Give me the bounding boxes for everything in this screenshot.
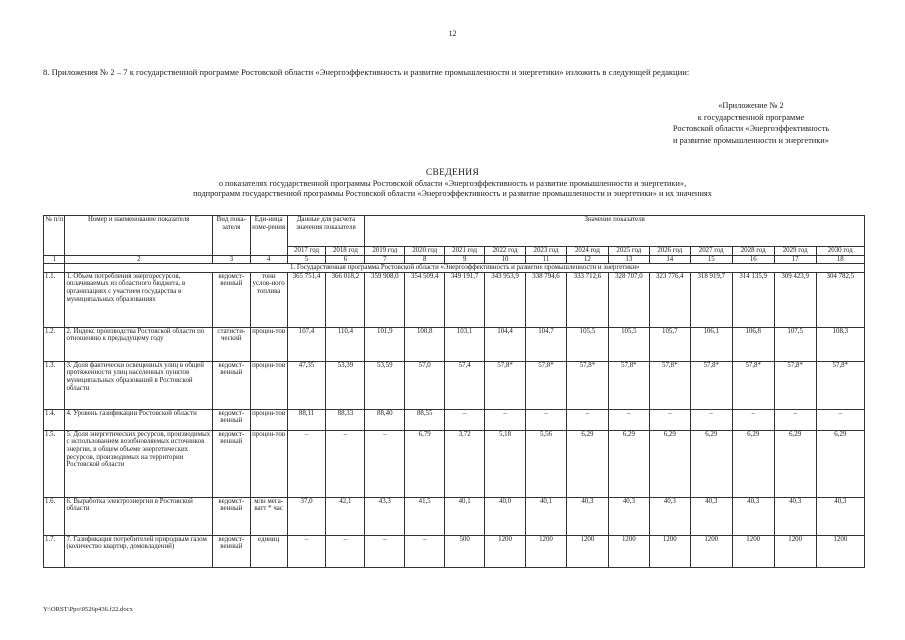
value-cell: 3,72 — [445, 430, 485, 497]
table-row — [44, 272, 865, 327]
value-cell: 57,8* — [526, 361, 567, 409]
value-cell: – — [526, 409, 567, 430]
value-cell: – — [405, 535, 445, 567]
indicator-name: 3. Доля фактически освещенных улиц в общей протяженности улиц населенных пунктов муниципальных образований в Ростовской области — [65, 361, 212, 409]
value-cell: 6,29 — [649, 430, 690, 497]
value-cell: 40,3 — [608, 497, 649, 535]
value-cell: – — [649, 409, 690, 430]
value-cell: 106,1 — [690, 327, 732, 361]
value-cell: 5,18 — [485, 430, 526, 497]
indicator-name: 5. Доля энергетических ресурсов, производимых с использованием возобновляемых источников энергии, в общем объеме энергетических ресурсов, производимых на территории Ростовской области — [65, 430, 212, 497]
value-cell: 57,8* — [485, 361, 526, 409]
value-cell: 57,8* — [649, 361, 690, 409]
value-cell: 354 509,4 — [405, 272, 445, 327]
year-header: 2018 год — [326, 247, 365, 256]
year-header: 2025 год — [608, 247, 649, 256]
indicator-kind: ведомст-венный — [212, 497, 250, 535]
indicator-unit: процен-тов — [250, 361, 287, 409]
section-row — [44, 264, 865, 273]
value-cell: 6,79 — [405, 430, 445, 497]
section-title: 1. Государственная программа Ростовской области «Энергоэффективность и развитие промышленности и энергетики» — [65, 264, 865, 273]
value-cell: 314 135,9 — [732, 272, 774, 327]
value-cell: 304 782,5 — [816, 272, 864, 327]
value-cell: 40,0 — [485, 497, 526, 535]
indicator-name: 4. Уровень газификации Ростовской области — [65, 409, 212, 430]
value-cell: – — [445, 409, 485, 430]
value-cell: 1200 — [774, 535, 816, 567]
appendix-line: и развитие промышленности и энергетики» — [673, 135, 829, 145]
value-cell: 349 191,7 — [445, 272, 485, 327]
value-cell: 333 712,6 — [566, 272, 608, 327]
value-cell: 57,8* — [774, 361, 816, 409]
indicator-unit: единиц — [250, 535, 287, 567]
indicator-unit: млн мега-ватт * час — [250, 497, 287, 535]
header-name: Номер и наименование показателя — [65, 216, 212, 256]
value-cell: 500 — [445, 535, 485, 567]
value-cell: 37,0 — [287, 497, 326, 535]
value-cell: – — [774, 409, 816, 430]
indicators-table-container — [43, 215, 865, 568]
column-number: 16 — [732, 255, 774, 264]
value-cell: 108,3 — [816, 327, 864, 361]
row-number: 1.2. — [44, 327, 65, 361]
value-cell: 105,5 — [608, 327, 649, 361]
value-cell: 47,35 — [287, 361, 326, 409]
value-cell: 40,1 — [526, 497, 567, 535]
row-number: 1.6. — [44, 497, 65, 535]
column-number: 17 — [774, 255, 816, 264]
column-number: 1 — [44, 255, 65, 264]
value-cell: 1200 — [526, 535, 567, 567]
column-number: 9 — [445, 255, 485, 264]
value-cell: 57,8* — [690, 361, 732, 409]
value-cell: – — [326, 535, 365, 567]
appendix-line: «Приложение № 2 — [718, 101, 784, 110]
value-cell: 101,9 — [365, 327, 405, 361]
value-cell: 318 919,7 — [690, 272, 732, 327]
value-cell: 366 018,2 — [326, 272, 365, 327]
title-main: СВЕДЕНИЯ — [425, 168, 480, 178]
value-cell: 57,0 — [405, 361, 445, 409]
section-spacer — [44, 264, 65, 273]
value-cell: – — [485, 409, 526, 430]
value-cell: 40,3 — [774, 497, 816, 535]
column-number: 12 — [566, 255, 608, 264]
value-cell: 343 953,9 — [485, 272, 526, 327]
column-number: 10 — [485, 255, 526, 264]
column-number: 2 — [65, 255, 212, 264]
table-row — [44, 409, 865, 430]
value-cell: 110,4 — [326, 327, 365, 361]
year-header: 2027 год — [690, 247, 732, 256]
row-number: 1.1. — [44, 272, 65, 327]
indicator-kind: ведомст-венный — [212, 361, 250, 409]
value-cell: 365 751,4 — [287, 272, 326, 327]
column-number: 13 — [608, 255, 649, 264]
value-cell: 43,3 — [365, 497, 405, 535]
value-cell: 328 707,0 — [608, 272, 649, 327]
column-number: 7 — [365, 255, 405, 264]
table-row — [44, 430, 865, 497]
value-cell: – — [816, 409, 864, 430]
value-cell: 6,29 — [690, 430, 732, 497]
title-line: о показателях государственной программы Ростовской области «Энергоэффективность и развитие промышленности и энергетики», — [218, 178, 687, 188]
value-cell: 88,33 — [326, 409, 365, 430]
column-number: 15 — [690, 255, 732, 264]
year-header: 2030 год — [816, 247, 864, 256]
year-header: 2019 год — [365, 247, 405, 256]
year-header: 2024 год — [566, 247, 608, 256]
value-cell: 107,4 — [287, 327, 326, 361]
value-cell: 40,3 — [816, 497, 864, 535]
value-cell: 40,3 — [732, 497, 774, 535]
column-number: 4 — [250, 255, 287, 264]
column-number: 14 — [649, 255, 690, 264]
column-number: 11 — [526, 255, 567, 264]
appendix-line: к государственной программе — [697, 112, 805, 122]
value-cell: 88,11 — [287, 409, 326, 430]
title-line: подпрограмм государственной программы Ростовской области «Энергоэффективность и развитие промышленности и энергетики» и их значениях — [193, 189, 712, 198]
table-body — [44, 255, 865, 567]
document-title — [0, 168, 905, 200]
value-cell: 6,29 — [816, 430, 864, 497]
value-cell: 1200 — [732, 535, 774, 567]
indicator-name: 7. Газификация потребителей природным газом (количество квартир, домовладений) — [65, 535, 212, 567]
intro-paragraph: 8. Приложения № 2 – 7 к государственной программе Ростовской области «Энергоэффективность и развитие промышленности и энергетики» изложить в следующей редакции: — [43, 67, 690, 77]
appendix-caption — [640, 100, 862, 146]
column-number: 18 — [816, 255, 864, 264]
value-cell: 57,8* — [732, 361, 774, 409]
row-number: 1.7. — [44, 535, 65, 567]
indicator-unit: процен-тов — [250, 430, 287, 497]
value-cell: 1200 — [690, 535, 732, 567]
indicator-kind: статисти-ческий — [212, 327, 250, 361]
value-cell: 107,5 — [774, 327, 816, 361]
value-cell: 53,59 — [365, 361, 405, 409]
table-row — [44, 361, 865, 409]
value-cell: – — [365, 535, 405, 567]
value-cell: 105,5 — [566, 327, 608, 361]
indicator-unit: тонн услов-ного топлива — [250, 272, 287, 327]
value-cell: – — [365, 430, 405, 497]
value-cell: – — [608, 409, 649, 430]
value-cell: 41,5 — [405, 497, 445, 535]
value-cell: 40,3 — [690, 497, 732, 535]
column-number: 3 — [212, 255, 250, 264]
header-base: Данные для расчета значения показателя — [287, 216, 365, 247]
table-row — [44, 535, 865, 567]
column-number: 6 — [326, 255, 365, 264]
value-cell: 1200 — [608, 535, 649, 567]
table-row — [44, 497, 865, 535]
value-cell: 6,29 — [732, 430, 774, 497]
appendix-line: Ростовской области «Энергоэффективность — [672, 124, 830, 133]
value-cell: – — [732, 409, 774, 430]
value-cell: – — [287, 535, 326, 567]
header-unit: Еди-ница изме-рения — [250, 216, 287, 256]
value-cell: 6,29 — [566, 430, 608, 497]
value-cell: 338 794,6 — [526, 272, 567, 327]
indicator-unit: процен-тов — [250, 327, 287, 361]
value-cell: 1200 — [485, 535, 526, 567]
year-header: 2021 год — [445, 247, 485, 256]
value-cell: 105,7 — [649, 327, 690, 361]
value-cell: 57,8* — [608, 361, 649, 409]
value-cell: 88,40 — [365, 409, 405, 430]
indicator-kind: ведомст-венный — [212, 535, 250, 567]
page-number: 12 — [448, 29, 457, 38]
value-cell: 104,7 — [526, 327, 567, 361]
value-cell: 57,4 — [445, 361, 485, 409]
year-header: 2022 год — [485, 247, 526, 256]
row-number: 1.3. — [44, 361, 65, 409]
indicator-name: 6. Выработка электроэнергии в Ростовской области — [65, 497, 212, 535]
value-cell: 1200 — [566, 535, 608, 567]
column-numbers-row — [44, 255, 865, 264]
value-cell: 103,1 — [445, 327, 485, 361]
footer-file-path: Y:\ORST\Ppo\0526p436.f22.docx — [43, 606, 133, 613]
value-cell: 88,55 — [405, 409, 445, 430]
value-cell: 6,29 — [774, 430, 816, 497]
header-kind: Вид пока-зателя — [212, 216, 250, 256]
header-values: Значение показателя — [365, 216, 865, 247]
value-cell: 57,8* — [816, 361, 864, 409]
value-cell: 309 423,9 — [774, 272, 816, 327]
value-cell: 53,39 — [326, 361, 365, 409]
year-header: 2017 год — [287, 247, 326, 256]
value-cell: 359 908,0 — [365, 272, 405, 327]
indicator-name: 2. Индекс производства Ростовской области по отношению к предыдущему году — [65, 327, 212, 361]
indicator-kind: ведомст-венный — [212, 272, 250, 327]
table-row — [44, 327, 865, 361]
value-cell: 42,1 — [326, 497, 365, 535]
value-cell: – — [326, 430, 365, 497]
year-header: 2028 год — [732, 247, 774, 256]
indicator-kind: ведомст-венный — [212, 409, 250, 430]
indicator-unit: процен-тов — [250, 409, 287, 430]
value-cell: – — [566, 409, 608, 430]
value-cell: 5,56 — [526, 430, 567, 497]
value-cell: 106,8 — [732, 327, 774, 361]
row-number: 1.5. — [44, 430, 65, 497]
value-cell: 6,29 — [608, 430, 649, 497]
value-cell: 40,3 — [566, 497, 608, 535]
value-cell: 57,8* — [566, 361, 608, 409]
indicator-kind: ведомст-венный — [212, 430, 250, 497]
header-row — [44, 216, 865, 247]
year-header: 2020 год — [405, 247, 445, 256]
header-num: № п/п — [44, 216, 65, 256]
value-cell: 40,3 — [649, 497, 690, 535]
value-cell: 1200 — [816, 535, 864, 567]
row-number: 1.4. — [44, 409, 65, 430]
indicator-name: 1. Объем потребления энергоресурсов, оплачиваемых из областного бюджета, в организациях с участием государства в муниципальных образованиях — [65, 272, 212, 327]
column-number: 5 — [287, 255, 326, 264]
value-cell: 104,4 — [485, 327, 526, 361]
value-cell: 1200 — [649, 535, 690, 567]
year-header: 2023 год — [526, 247, 567, 256]
value-cell: – — [690, 409, 732, 430]
year-header: 2026 год — [649, 247, 690, 256]
value-cell: 40,1 — [445, 497, 485, 535]
column-number: 8 — [405, 255, 445, 264]
year-header: 2029 год — [774, 247, 816, 256]
value-cell: 100,8 — [405, 327, 445, 361]
value-cell: 323 776,4 — [649, 272, 690, 327]
indicators-table — [43, 215, 865, 568]
value-cell: – — [287, 430, 326, 497]
